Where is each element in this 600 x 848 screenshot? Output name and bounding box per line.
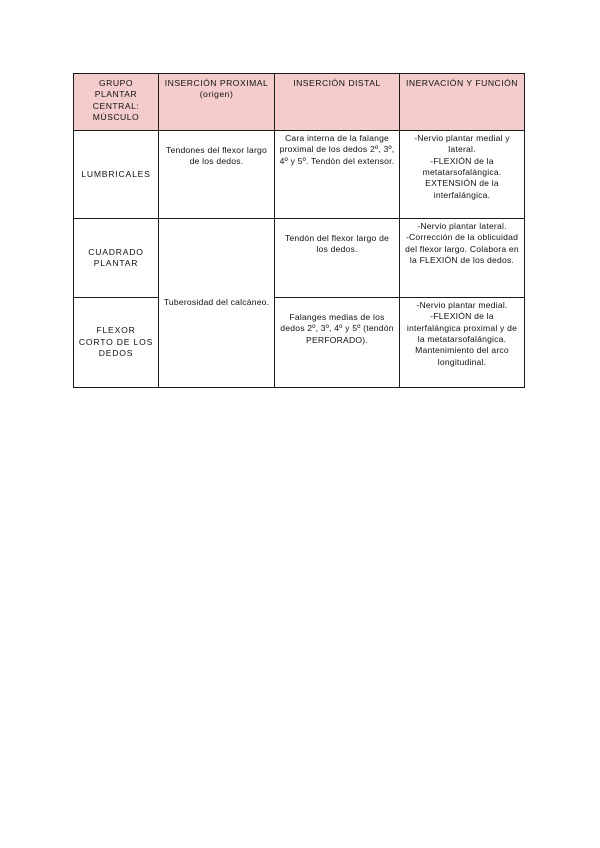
table-row [74,131,525,219]
distal-insertion-cell: Falanges medias de los dedos 2º, 3º, 4º y 5º (tendón PERFORADO). [275,298,400,388]
function-cell [400,219,525,298]
muscle-name: CUADRADO PLANTAR [74,219,159,298]
muscle-name: FLEXOR CORTO DE LOS DEDOS [74,298,159,388]
header-innervation-function: INERVACIÓN Y FUNCIÓN [400,74,525,131]
function-line: -Nervio plantar lateral. [417,221,507,231]
table-row [74,219,525,298]
proximal-insertion-cell: Tendones del flexor largo de los dedos. [159,131,275,219]
table-row [74,298,525,388]
header-proximal-insertion: INSERCIÓN PROXIMAL (origen) [159,74,275,131]
function-line: -Corrección de la oblicuidad del flexor largo. Colabora en la FLEXIÓN de los dedos. [405,232,519,266]
function-cell [400,298,525,388]
function-cell [400,131,525,219]
muscle-name: LUMBRICALES [74,131,159,219]
function-line: -Nervio plantar medial y lateral. [414,133,510,155]
function-line: Mantenimiento del arco longitudinal. [415,345,509,367]
distal-insertion-cell: Cara interna de la falange proximal de los dedos 2º, 3º, 4º y 5º. Tendón del extensor. [275,131,400,219]
proximal-insertion-cell: Tuberosidad del calcáneo. [159,219,275,388]
header-distal-insertion: INSERCIÓN DISTAL [275,74,400,131]
function-line: -Nervio plantar medial. [416,300,508,310]
distal-insertion-cell: Tendón del flexor largo de los dedos. [275,219,400,298]
function-line: EXTENSIÓN de la interfalángica. [425,178,499,200]
function-line: -FLEXIÓN de la metatarsofalángica. [422,155,502,178]
header-row [74,74,525,131]
function-line: -FLEXIÓN de la interfalángica proximal y de la metatarsofalángica. [406,311,518,345]
header-muscle: GRUPO PLANTAR CENTRAL: MÚSCULO [74,74,159,131]
muscle-table [73,73,525,388]
